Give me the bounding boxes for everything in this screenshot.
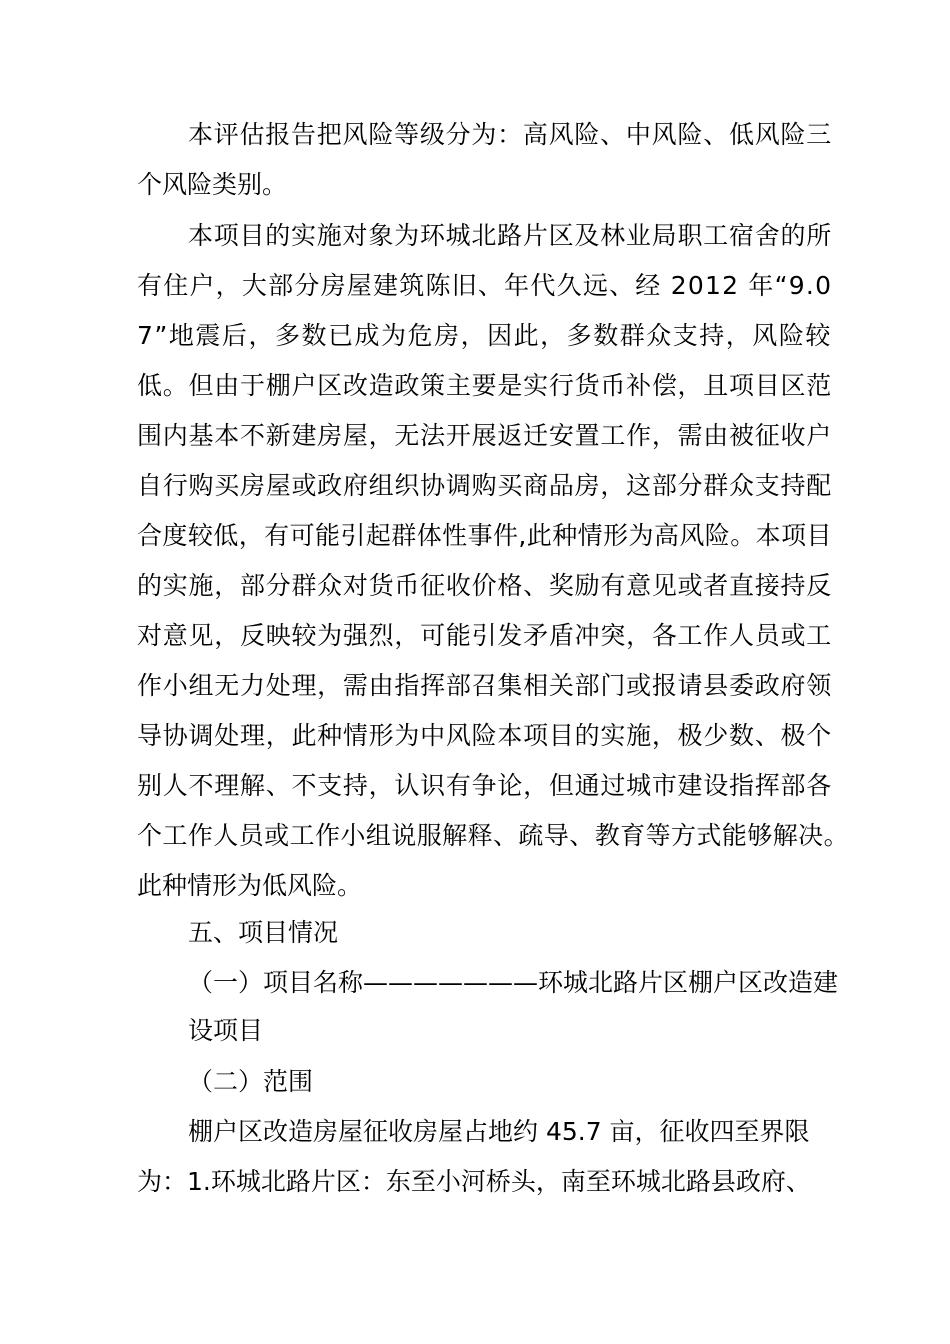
paragraph-line: 本项目的实施对象为环城北路片区及林业局职工宿舍的所 [188,221,833,250]
paragraph-line: 作小组无力处理，需由指挥部召集相关部门或报请县委政府领 [137,671,833,700]
subsection-heading: （一）项目名称———————环城北路片区棚户区改造建 [188,968,839,997]
paragraph-line: 为：1.环城北路片区：东至小河桥头，南至环城北路县政府、 [137,1167,811,1196]
paragraph-line: 导协调处理，此种情形为中风险本项目的实施，极少数、极个 [137,721,833,750]
subsection-heading: （二）范围 [188,1067,314,1096]
paragraph-line: 的实施，部分群众对货币征收价格、奖励有意见或者直接持反 [137,571,833,600]
paragraph-line: 本评估报告把风险等级分为：高风险、中风险、低风险三 [188,120,833,149]
paragraph-line: 对意见，反映较为强烈，可能引发矛盾冲突，各工作人员或工 [137,621,833,650]
paragraph-line: 棚户区改造房屋征收房屋占地约 45.7 亩，征收四至界限 [188,1117,810,1146]
paragraph-line: 个工作人员或工作小组说服解释、疏导、教育等方式能够解决。 [137,821,850,850]
paragraph-line: 围内基本不新建房屋，无法开展返迁安置工作，需由被征收户 [137,421,833,450]
paragraph-line: 别人不理解、不支持，认识有争论，但通过城市建设指挥部各 [137,771,833,800]
paragraph-line: 有住户，大部分房屋建筑陈旧、年代久远、经 2012 年“9.0 [137,271,833,300]
paragraph-line: 7”地震后，多数已成为危房，因此，多数群众支持，风险较 [137,321,832,350]
subsection-heading: 设项目 [188,1016,264,1045]
paragraph-line: 此种情形为低风险。 [137,871,363,900]
section-heading: 五、项目情况 [188,918,339,947]
paragraph-line: 合度较低，有可能引起群体性事件,此种情形为高风险。本项目 [137,521,832,550]
paragraph-line: 自行购买房屋或政府组织协调购买商品房，这部分群众支持配 [137,471,833,500]
paragraph-line: 低。但由于棚户区改造政策主要是实行货币补偿，且项目区范 [137,371,833,400]
paragraph-line: 个风险类别。 [137,170,288,199]
